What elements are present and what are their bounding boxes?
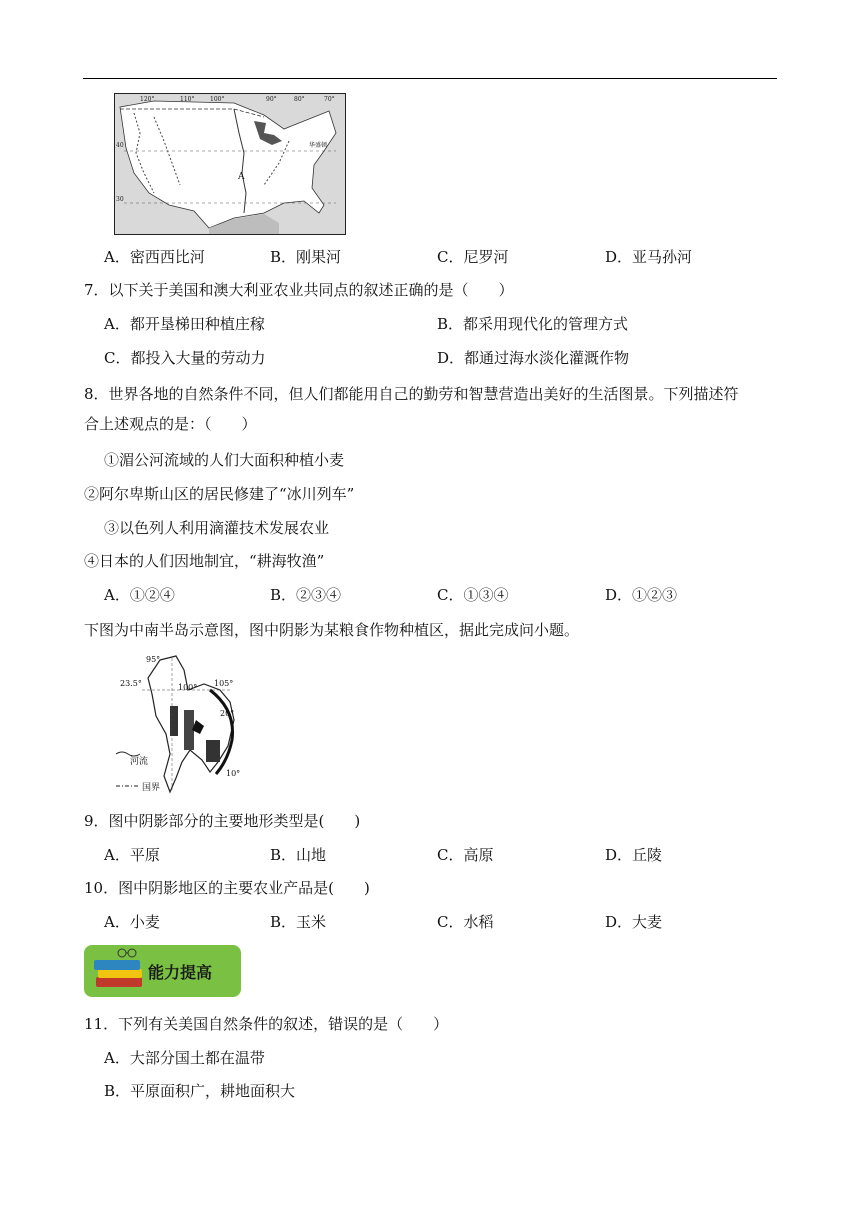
indochina-map-figure bbox=[112, 650, 248, 796]
header-rule bbox=[83, 78, 777, 79]
q8-option-a[interactable]: A．①②④ bbox=[104, 586, 175, 604]
q10-stem: 10．图中阴影地区的主要农业产品是( ) bbox=[84, 879, 370, 897]
q8-option-b[interactable]: B．②③④ bbox=[270, 586, 342, 604]
q10-option-a[interactable]: A．小麦 bbox=[104, 913, 160, 931]
section-badge bbox=[84, 945, 241, 997]
books-icon bbox=[88, 945, 148, 997]
usa-map bbox=[114, 93, 346, 235]
q9-option-d[interactable]: D．丘陵 bbox=[605, 846, 663, 864]
q8-stem-line2: 合上述观点的是：（ ） bbox=[84, 415, 257, 433]
indochina-map bbox=[112, 650, 248, 796]
q6-option-a[interactable]: A．密西西比河 bbox=[104, 248, 205, 266]
q8-option-c[interactable]: C．①③④ bbox=[437, 586, 509, 604]
q9-option-b[interactable]: B．山地 bbox=[270, 846, 327, 864]
q8-item-3: ③以色列人利用滴灌技术发展农业 bbox=[104, 519, 330, 537]
q8-item-1: ①湄公河流域的人们大面积种植小麦 bbox=[104, 451, 345, 469]
lon-label-110: 110° bbox=[180, 96, 195, 103]
map2-label-105: 105° bbox=[214, 679, 234, 688]
q10-option-d[interactable]: D．大麦 bbox=[605, 913, 663, 931]
lon-label-90: 90° bbox=[266, 96, 277, 103]
q6-option-d[interactable]: D．亚马孙河 bbox=[605, 248, 693, 266]
map2-label-10: 10° bbox=[226, 769, 241, 778]
q10-option-b[interactable]: B．玉米 bbox=[270, 913, 327, 931]
badge-label: 能力提高 bbox=[148, 963, 213, 982]
usa-map-figure bbox=[114, 93, 346, 235]
legend-river-label: 河流 bbox=[130, 757, 149, 767]
lon-label-70: 70° bbox=[324, 96, 335, 103]
q7-option-a[interactable]: A．都开垦梯田种植庄稼 bbox=[104, 315, 265, 333]
q9-option-a[interactable]: A．平原 bbox=[104, 846, 160, 864]
q9-option-c[interactable]: C．高原 bbox=[437, 846, 494, 864]
map2-label-100: 100° bbox=[178, 683, 198, 692]
q8-item-4: ④日本的人们因地制宜，“耕海牧渔” bbox=[84, 552, 325, 570]
lat-label-30: 30 bbox=[116, 196, 124, 203]
q11-option-a[interactable]: A．大部分国土都在温带 bbox=[104, 1049, 265, 1067]
legend-border-label: 国界 bbox=[142, 783, 161, 793]
lon-label-120: 120° bbox=[140, 96, 155, 103]
lon-label-80: 80° bbox=[294, 96, 305, 103]
intro-9-10: 下图为中南半岛示意图，图中阴影为某粮食作物种植区，据此完成问小题。 bbox=[84, 621, 580, 639]
city-label: 华盛顿 bbox=[309, 142, 328, 149]
lon-label-100: 100° bbox=[210, 96, 225, 103]
q7-stem: 7．以下关于美国和澳大利亚农业共同点的叙述正确的是（ ） bbox=[84, 281, 514, 299]
q8-item-2: ②阿尔卑斯山区的居民修建了“冰川列车” bbox=[84, 485, 355, 503]
q7-option-c[interactable]: C．都投入大量的劳动力 bbox=[104, 349, 266, 367]
q9-stem: 9．图中阴影部分的主要地形类型是( ) bbox=[84, 812, 361, 830]
map2-label-23-5: 23.5° bbox=[120, 679, 142, 688]
q7-option-d[interactable]: D．都通过海水淡化灌溉作物 bbox=[437, 349, 630, 367]
point-a-label: A bbox=[238, 172, 245, 182]
q11-option-b[interactable]: B．平原面积广，耕地面积大 bbox=[104, 1082, 296, 1100]
q8-option-d[interactable]: D．①②③ bbox=[605, 586, 678, 604]
map2-label-20: 20° bbox=[220, 709, 235, 718]
q7-option-b[interactable]: B．都采用现代化的管理方式 bbox=[437, 315, 629, 333]
q11-stem: 11．下列有关美国自然条件的叙述，错误的是（ ） bbox=[84, 1015, 449, 1033]
lat-label-40: 40 bbox=[116, 142, 124, 149]
q8-stem-line1: 8．世界各地的自然条件不同，但人们都能用自己的勤劳和智慧营造出美好的生活图景。下列描述符 bbox=[84, 385, 739, 403]
q6-option-b[interactable]: B．刚果河 bbox=[270, 248, 342, 266]
q10-option-c[interactable]: C．水稻 bbox=[437, 913, 494, 931]
map2-label-95: 95° bbox=[146, 655, 161, 664]
q6-option-c[interactable]: C．尼罗河 bbox=[437, 248, 509, 266]
